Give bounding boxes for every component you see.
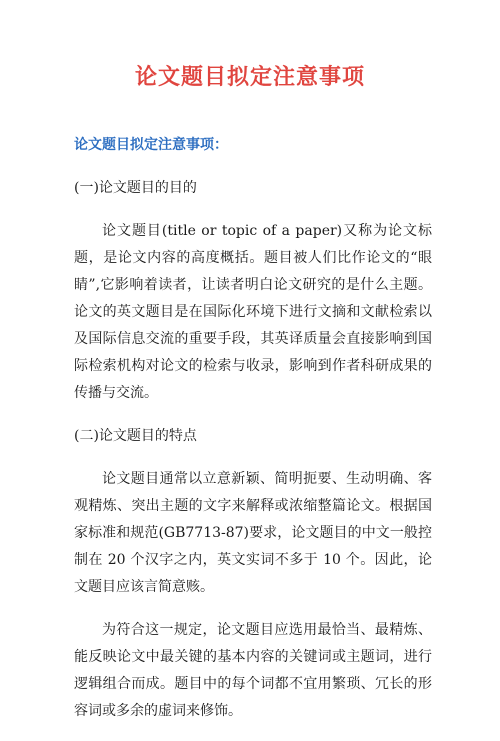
section-label-features: (二)论文题目的特点 (74, 428, 197, 444)
paragraph-features-1: 论文题目通常以立意新颖、简明扼要、生动明确、客观精炼、突出主题的文字来解释或浓缩整篇论文。根据国家标准和规范(GB7713-87)要求，论文题目的中文一般控制在 20 个汉字之内，英文实词不多于 10 个。因此，论文题目应该言简意赅。 (74, 471, 432, 595)
document-title: 论文题目拟定注意事项 (134, 65, 365, 90)
document-body (74, 132, 432, 741)
section-label-purpose: (一)论文题目的目的 (74, 180, 197, 196)
paragraph-features-2: 为符合这一规定，论文题目应选用最恰当、最精炼、能反映论文中最关键的基本内容的关键词或主题词，进行逻辑组合而成。题目中的每个词都不宜用繁琐、冗长的形容词或多余的虚词来修饰。 (74, 622, 432, 719)
paragraph-purpose: 论文题目(title or topic of a paper)又称为论文标题，是论文内容的高度概括。题目被人们比作论文的“眼睛”,它影响着读者，让读者明白论文研究的是什么主题。论文的英文题目是在国际化环境下进行文摘和文献检索以及国际信息交流的重要手段，其英译质量会直接影响到国际检索机构对论文的检索与收录，影响到作者科研成果的传播与交流。 (74, 223, 432, 401)
subheading: 论文题目拟定注意事项： (74, 137, 228, 153)
